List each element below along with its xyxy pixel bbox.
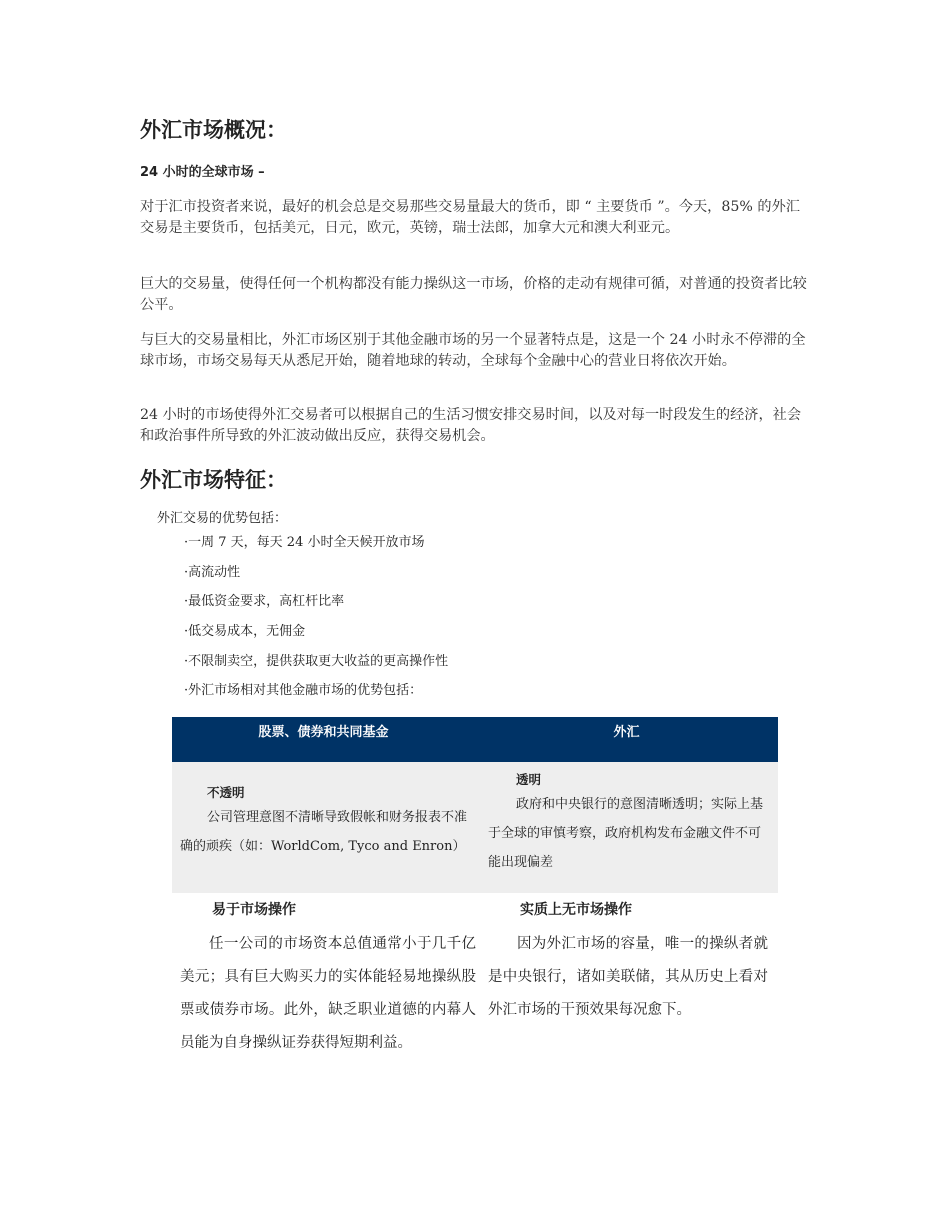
cell-no-manipulation (488, 900, 768, 1027)
list-item: ·高流动性 (184, 564, 241, 580)
overview-paragraph-4: 24 小时的市场使得外汇交易者可以根据自己的生活习惯安排交易时间，以及对每一时段发生的经济，社会和政治事件所导致的外汇波动做出反应，获得交易机会。 (140, 407, 802, 444)
overview-subheading: 24 小时的全球市场 – (140, 165, 265, 180)
features-heading: 外汇市场特征： (140, 468, 287, 492)
cell-body: 任一公司的市场资本总值通常小于几千亿美元；具有巨大购买力的实体能轻易地操纵股票或债券市场。此外，缺乏职业道德的内幕人员能为自身操纵证券获得短期利益。 (180, 936, 476, 1051)
list-item: ·最低资金要求，高杠杆比率 (184, 594, 345, 610)
cell-opaque (180, 783, 474, 861)
table-header (172, 717, 778, 762)
cell-title: 不透明 (207, 785, 245, 800)
cell-title: 透明 (516, 772, 542, 787)
cell-body: 公司管理意图不清晰导致假帐和财务报表不准确的顽疾（如：WorldCom, Tyco and Enron） (180, 810, 468, 854)
cell-body: 政府和中央银行的意图清晰透明；实际上基于全球的审慎考察，政府机构发布金融文件不可能出现偏差 (488, 797, 764, 870)
comparison-table (172, 717, 778, 893)
overview-paragraph-3: 与巨大的交易量相比，外汇市场区别于其他金融市场的另一个显著特点是，这是一个 24 小时永不停滞的全球市场，市场交易每天从悉尼开始，随着地球的转动，全球每个金融中心的营业日将依次开始。 (140, 332, 806, 369)
overview-paragraph-1: 对于汇市投资者来说，最好的机会总是交易那些交易量最大的货币，即 “ 主要货币 ”。今天，85% 的外汇交易是主要货币，包括美元，日元，欧元，英镑，瑞士法郎，加拿大元和澳大利亚元。 (140, 199, 800, 236)
header-forex: 外汇 (613, 725, 640, 740)
overview-heading: 外汇市场概况： (140, 118, 287, 142)
table-row (172, 762, 778, 893)
cell-body: 因为外汇市场的容量，唯一的操纵者就是中央银行，诸如美联储，其从历史上看对外汇市场的干预效果每况愈下。 (488, 936, 768, 1018)
list-item: ·外汇市场相对其他金融市场的优势包括： (184, 683, 423, 699)
advantages-list (184, 533, 448, 711)
list-item: ·低交易成本，无佣金 (184, 624, 306, 640)
header-stocks-bonds: 股票、债券和共同基金 (258, 725, 389, 740)
overview-paragraph-2: 巨大的交易量，使得任何一个机构都没有能力操纵这一市场，价格的走动有规律可循，对普通的投资者比较公平。 (140, 276, 807, 313)
cell-title: 实质上无市场操作 (520, 902, 632, 918)
cell-manipulable (180, 900, 476, 1060)
features-intro: 外汇交易的优势包括： (157, 511, 288, 526)
cell-title: 易于市场操作 (212, 902, 296, 918)
cell-transparent (488, 770, 768, 877)
list-item: ·不限制卖空，提供获取更大收益的更高操作性 (184, 653, 449, 669)
list-item: ·一周 7 天，每天 24 小时全天候开放市场 (184, 535, 425, 550)
